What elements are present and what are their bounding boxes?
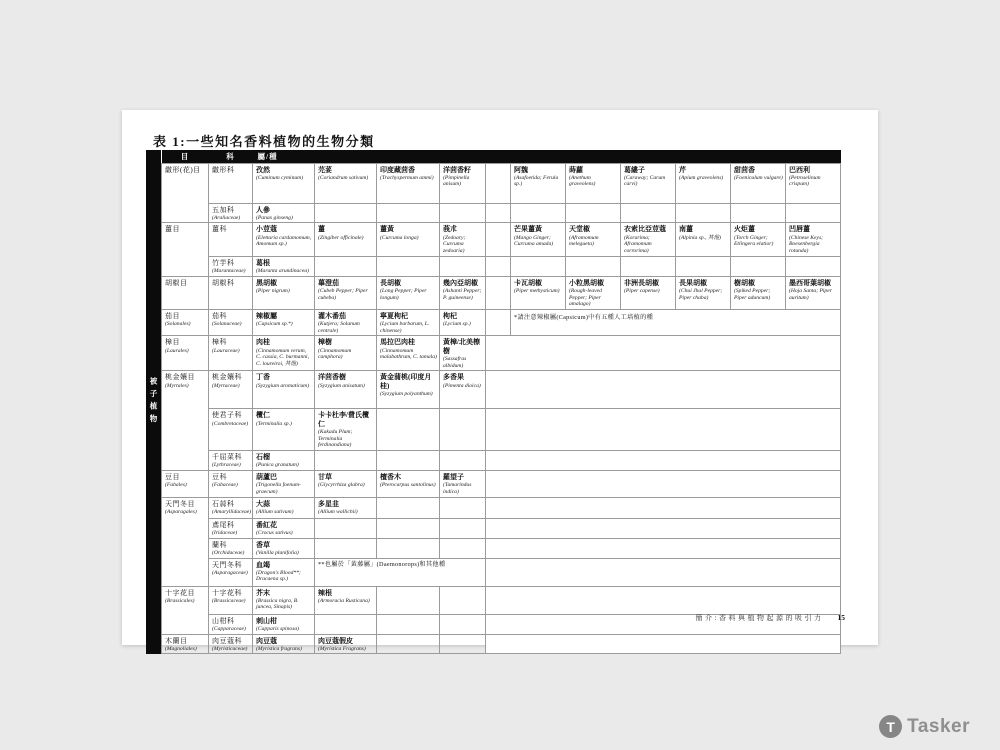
species-cell: 葫蘆巴 (Trigonella foenum-graecum) (253, 470, 315, 497)
gap-cell (486, 223, 511, 256)
species-cell: 辣根 (Armoracia Rusticana) (315, 586, 377, 614)
species-cell: 灌木番茄 (Kutjera; Solanum centrale) (315, 309, 377, 336)
species-cell: 葛縷子 (Caraway; Carum carvi) (621, 163, 676, 203)
species-cell: 辣椒屬 (Capsicum sp.*) (253, 309, 315, 336)
gap-cell (486, 203, 511, 223)
tasker-label: Tasker (907, 715, 970, 737)
family-cell: 繖形科 (209, 163, 253, 203)
blank-region (486, 538, 841, 558)
family-cell: 鳶尾科 (Iridaceae) (209, 518, 253, 538)
family-cell: 石蒜科 (Amaryllidaceae) (209, 497, 253, 518)
species-cell: 幾內亞胡椒 (Ashanti Pepper; P. guineense) (440, 276, 486, 309)
species-cell: 孜然 (Cuminum cyminum) (253, 163, 315, 203)
empty-cell (676, 203, 731, 223)
species-cell: 非洲長胡椒 (Piper capense) (621, 276, 676, 309)
order-cell: 十字花目 (Brassicales) (162, 586, 209, 634)
species-cell: 寧夏枸杞 (Lycium barbarum, L. chinense) (377, 309, 440, 336)
blank-region (486, 409, 841, 451)
species-cell: 丁香 (Syzygium aromaticum) (253, 371, 315, 409)
table-row (162, 223, 841, 256)
species-cell: 芫荽 (Coriandrum sativum) (315, 163, 377, 203)
table-row (162, 586, 841, 614)
table-row (162, 309, 841, 336)
empty-cell (315, 203, 377, 223)
species-cell: 肉豆蔻 (Myristica fragrans) (253, 634, 315, 654)
species-cell: 長胡椒 (Long Pepper; Piper longum) (377, 276, 440, 309)
species-cell: 南薑 (Alpinia sp., 其他) (676, 223, 731, 256)
species-cell: 黃金蒲桃(印度月桂) (Syzygium polyanthum) (377, 371, 440, 409)
table-row (162, 203, 841, 223)
spice-classification-table (161, 150, 841, 654)
empty-cell (786, 203, 841, 223)
species-cell: 衣索比亞荳蔻 (Korarima; Aframomum corrorima) (621, 223, 676, 256)
family-cell: 山柑科 (Capparaceae) (209, 614, 253, 634)
clade-label: 被子植物 (149, 377, 158, 428)
empty-cell (377, 256, 440, 276)
capsicum-footnote-cell: *請注意辣椒屬(Capsicum)中有五種人工培植的種 (511, 309, 841, 336)
blank-region (486, 558, 841, 586)
species-cell: 芥末 (Brassica nigra, B. juncea, Sinapis) (253, 586, 315, 614)
empty-cell (377, 538, 440, 558)
page-footer (696, 613, 845, 623)
table-row (162, 497, 841, 518)
empty-cell (315, 538, 377, 558)
species-cell: 墨西哥葉胡椒 (Hoja Santa; Piper auritum) (786, 276, 841, 309)
species-cell: 人參 (Panax ginseng) (253, 203, 315, 223)
empty-cell (511, 203, 566, 223)
order-cell: 天門冬目 (Asparagales) (162, 497, 209, 586)
table-row (162, 450, 841, 470)
family-cell: 五加科 (Araliaceae) (209, 203, 253, 223)
species-cell: 芹 (Apium graveolens) (676, 163, 731, 203)
table-row (162, 371, 841, 409)
species-cell: 欖仁 (Terminalia sp.) (253, 409, 315, 451)
empty-cell (676, 256, 731, 276)
family-cell: 肉豆蔻科 (Myristicaceae) (209, 634, 253, 654)
table-row (162, 336, 841, 371)
empty-cell (377, 450, 440, 470)
empty-cell (440, 256, 486, 276)
species-cell: 血竭 (Dragon's Blood**; Dracaena sp.) (253, 558, 315, 586)
species-cell: 卡瓦胡椒 (Piper methysticum) (511, 276, 566, 309)
table-row (162, 256, 841, 276)
order-cell: 茄目 (Solanales) (162, 309, 209, 336)
gap-cell (486, 276, 511, 309)
empty-cell (440, 538, 486, 558)
species-cell: 莪朮 (Zedoary; Curcuma zedoaria) (440, 223, 486, 256)
species-cell: 黃樟/北美檫樹 (Sassafras albidum) (440, 336, 486, 371)
species-cell: 小荳蔻 (Elettaria cardamomum, Amomum sp.) (253, 223, 315, 256)
blank-region (486, 450, 841, 470)
column-header: 屬/種 (253, 150, 841, 163)
species-cell: 巴西利 (Petroselinum crispum) (786, 163, 841, 203)
classification-table-wrap (146, 150, 841, 654)
species-cell: 馬拉巴肉桂 (Cinnamomum malabathrum, C. tamala) (377, 336, 440, 371)
species-cell: 蓽澄茄 (Cubeb Pepper; Piper cubeba) (315, 276, 377, 309)
species-cell: 卡卡杜李/費氏欖仁 (Kakadu Plum; Terminalia ferdinandiana) (315, 409, 377, 451)
empty-cell (315, 450, 377, 470)
empty-cell (731, 256, 786, 276)
blank-region (486, 586, 841, 614)
tasker-logo-icon: T (879, 715, 902, 738)
table-row (162, 538, 841, 558)
gap-cell (486, 163, 511, 203)
footer-page-number: 15 (837, 613, 845, 622)
species-cell: 枸杞 (Lycium sp.) (440, 309, 486, 336)
table-title: 表 1:一些知名香料植物的生物分類 (153, 134, 375, 149)
order-cell: 豆目 (Fabales) (162, 470, 209, 497)
order-cell: 薑目 (162, 223, 209, 276)
empty-cell (377, 497, 440, 518)
species-cell: 葛根 (Maranta arundinacea) (253, 256, 315, 276)
empty-cell (440, 203, 486, 223)
species-cell: 火炬薑 (Torch Ginger; Etlingera elatior) (731, 223, 786, 256)
empty-cell (377, 409, 440, 451)
order-cell: 木蘭目 (Magnoliales) (162, 634, 209, 654)
column-header: 目 (162, 150, 209, 163)
species-cell: 長果胡椒 (Chui Jhal Pepper; Piper chaba) (676, 276, 731, 309)
species-cell: 多香果 (Pimenta dioica) (440, 371, 486, 409)
table-row (162, 558, 841, 586)
clade-sideband (146, 150, 161, 654)
species-cell: 石榴 (Punica granatum) (253, 450, 315, 470)
empty-cell (621, 256, 676, 276)
empty-cell (440, 614, 486, 634)
empty-cell (440, 634, 486, 654)
species-cell: 印度藏茴香 (Trachyspermum ammi) (377, 163, 440, 203)
empty-cell (440, 586, 486, 614)
species-cell: 肉桂 (Cinnamomum verum, C. cassia, C. burmanni, C. loureiroi, 其他) (253, 336, 315, 371)
empty-cell (731, 203, 786, 223)
dragons-blood-note-cell: **也屬於「黃藤屬」(Daemonorops)和其他種 (315, 558, 486, 586)
species-cell: 番紅花 (Crocus sativus) (253, 518, 315, 538)
family-cell: 豆科 (Fabaceae) (209, 470, 253, 497)
empty-cell (440, 518, 486, 538)
blank-region (486, 518, 841, 538)
empty-cell (440, 497, 486, 518)
book-page (122, 110, 878, 652)
species-cell: 小粒黑胡椒 (Rough-leaved Pepper; Piper amalago) (566, 276, 621, 309)
family-cell: 胡椒科 (209, 276, 253, 309)
table-row (162, 634, 841, 654)
blank-region (486, 470, 841, 497)
empty-cell (377, 203, 440, 223)
species-cell: 香草 (Vanilla planifolia) (253, 538, 315, 558)
tasker-watermark (879, 715, 970, 738)
table-row (162, 409, 841, 451)
family-cell: 樟科 (Lauraceae) (209, 336, 253, 371)
species-cell: 蒔蘿 (Anethum graveolens) (566, 163, 621, 203)
family-cell: 桃金孃科 (Myrtaceae) (209, 371, 253, 409)
blank-region (486, 634, 841, 654)
empty-cell (566, 203, 621, 223)
species-cell: 甘草 (Glycyrrhiza glabra) (315, 470, 377, 497)
species-cell: 阿魏 (Asafoetida; Ferula sp.) (511, 163, 566, 203)
empty-cell (377, 614, 440, 634)
empty-cell (621, 203, 676, 223)
species-cell: 樟樹 (Cinnamomum camphora) (315, 336, 377, 371)
species-cell: 甜茴香 (Foeniculum vulgare) (731, 163, 786, 203)
species-cell: 薑黃 (Curcuma longa) (377, 223, 440, 256)
family-cell: 使君子科 (Combretaceae) (209, 409, 253, 451)
empty-cell (315, 518, 377, 538)
empty-cell (440, 409, 486, 451)
family-cell: 十字花科 (Brassicaceae) (209, 586, 253, 614)
table-row (162, 470, 841, 497)
species-cell: 芒果薑黃 (Mango Ginger; Curcuma amada) (511, 223, 566, 256)
species-cell: 刺山柑 (Capparis spinosa) (253, 614, 315, 634)
species-cell: 羅望子 (Tamarindus indica) (440, 470, 486, 497)
order-cell: 樟目 (Laurales) (162, 336, 209, 371)
order-cell: 繖形(花)目 (162, 163, 209, 223)
species-cell: 洋茴香籽 (Pimpinella anisum) (440, 163, 486, 203)
species-cell: 黑胡椒 (Piper nigrum) (253, 276, 315, 309)
order-cell: 胡椒目 (162, 276, 209, 309)
column-header: 科 (209, 150, 253, 163)
blank-region (486, 497, 841, 518)
empty-cell (315, 256, 377, 276)
table-row (162, 518, 841, 538)
blank-region (486, 336, 841, 371)
species-cell: 薑 (Zingiber officinale) (315, 223, 377, 256)
blank-region (486, 371, 841, 409)
empty-cell (377, 518, 440, 538)
empty-cell (511, 256, 566, 276)
species-cell: 多星韭 (Allium wallichii) (315, 497, 377, 518)
empty-cell (440, 450, 486, 470)
species-cell: 樹胡椒 (Spiked Pepper; Piper aduncum) (731, 276, 786, 309)
species-cell: 大蒜 (Allium sativum) (253, 497, 315, 518)
gap-cell (486, 256, 511, 276)
table-header-row (162, 150, 841, 163)
empty-cell (377, 586, 440, 614)
species-cell: 洋茴香樹 (Syzygium anisatum) (315, 371, 377, 409)
table-row (162, 163, 841, 203)
order-cell: 桃金孃目 (Myrtales) (162, 371, 209, 471)
family-cell: 薑科 (209, 223, 253, 256)
family-cell: 竹芋科 (Marantaceae) (209, 256, 253, 276)
family-cell: 千屈菜科 (Lythraceae) (209, 450, 253, 470)
gap-cell (486, 309, 511, 336)
empty-cell (786, 256, 841, 276)
empty-cell (377, 634, 440, 654)
family-cell: 蘭科 (Orchidaceae) (209, 538, 253, 558)
family-cell: 茄科 (Solanaceae) (209, 309, 253, 336)
species-cell: 肉豆蔻假皮 (Myristica Fragrans) (315, 634, 377, 654)
empty-cell (315, 614, 377, 634)
table-row (162, 276, 841, 309)
empty-cell (566, 256, 621, 276)
species-cell: 凹唇薑 (Chinese Keys; Boesenbergia rotunda) (786, 223, 841, 256)
species-cell: 天堂椒 (Aframomum melegueta) (566, 223, 621, 256)
family-cell: 天門冬科 (Asparagaceae) (209, 558, 253, 586)
footer-chapter-title: 簡介:香料與植物起源的吸引力 (695, 614, 824, 622)
species-cell: 檀香木 (Pterocarpus santolinus) (377, 470, 440, 497)
